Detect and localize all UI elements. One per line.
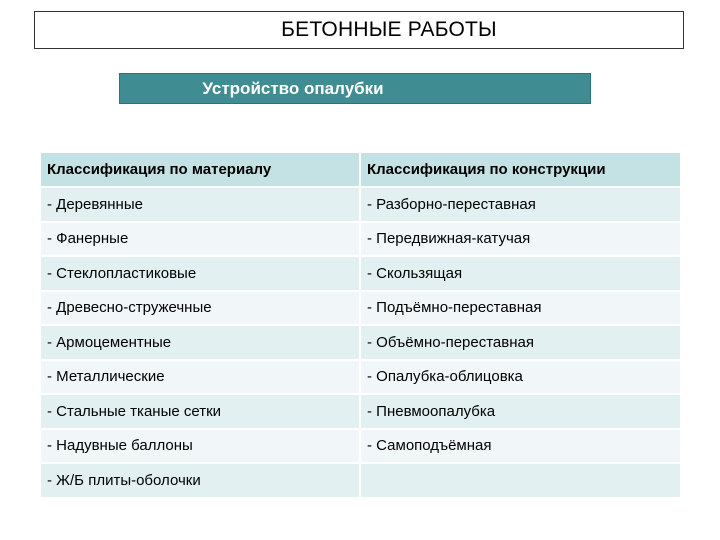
table-row <box>40 463 681 498</box>
table-row <box>40 291 681 326</box>
construction-cell: - Передвижная-катучая <box>360 222 681 257</box>
material-cell: - Деревянные <box>40 187 360 222</box>
material-cell: - Древесно-стружечные <box>40 291 360 326</box>
slide-title-box <box>34 11 684 49</box>
header-material: Классификация по материалу <box>40 152 360 187</box>
material-cell: - Стеклопластиковые <box>40 256 360 291</box>
table-header-row <box>40 152 681 187</box>
material-cell: - Надувные баллоны <box>40 429 360 464</box>
construction-cell: - Объёмно-переставная <box>360 325 681 360</box>
table-row <box>40 256 681 291</box>
classification-table <box>39 151 682 499</box>
table-row <box>40 325 681 360</box>
material-cell: - Металлические <box>40 360 360 395</box>
material-cell: - Фанерные <box>40 222 360 257</box>
construction-cell: - Пневмоопалубка <box>360 394 681 429</box>
subtitle-text: Устройство опалубки <box>202 78 384 98</box>
material-cell: - Стальные тканые сетки <box>40 394 360 429</box>
table-row <box>40 394 681 429</box>
construction-cell: - Скользящая <box>360 256 681 291</box>
header-construction: Классификация по конструкции <box>360 152 681 187</box>
construction-cell: - Самоподъёмная <box>360 429 681 464</box>
construction-cell: - Опалубка-облицовка <box>360 360 681 395</box>
subtitle-banner <box>119 73 591 104</box>
material-cell: - Армоцементные <box>40 325 360 360</box>
table-row <box>40 187 681 222</box>
construction-cell: - Подъёмно-переставная <box>360 291 681 326</box>
table-row <box>40 360 681 395</box>
material-cell: - Ж/Б плиты-оболочки <box>40 463 360 498</box>
construction-cell: - Разборно-переставная <box>360 187 681 222</box>
table-row <box>40 222 681 257</box>
slide-title: БЕТОННЫЕ РАБОТЫ <box>281 18 497 41</box>
table-row <box>40 429 681 464</box>
construction-cell <box>360 463 681 498</box>
